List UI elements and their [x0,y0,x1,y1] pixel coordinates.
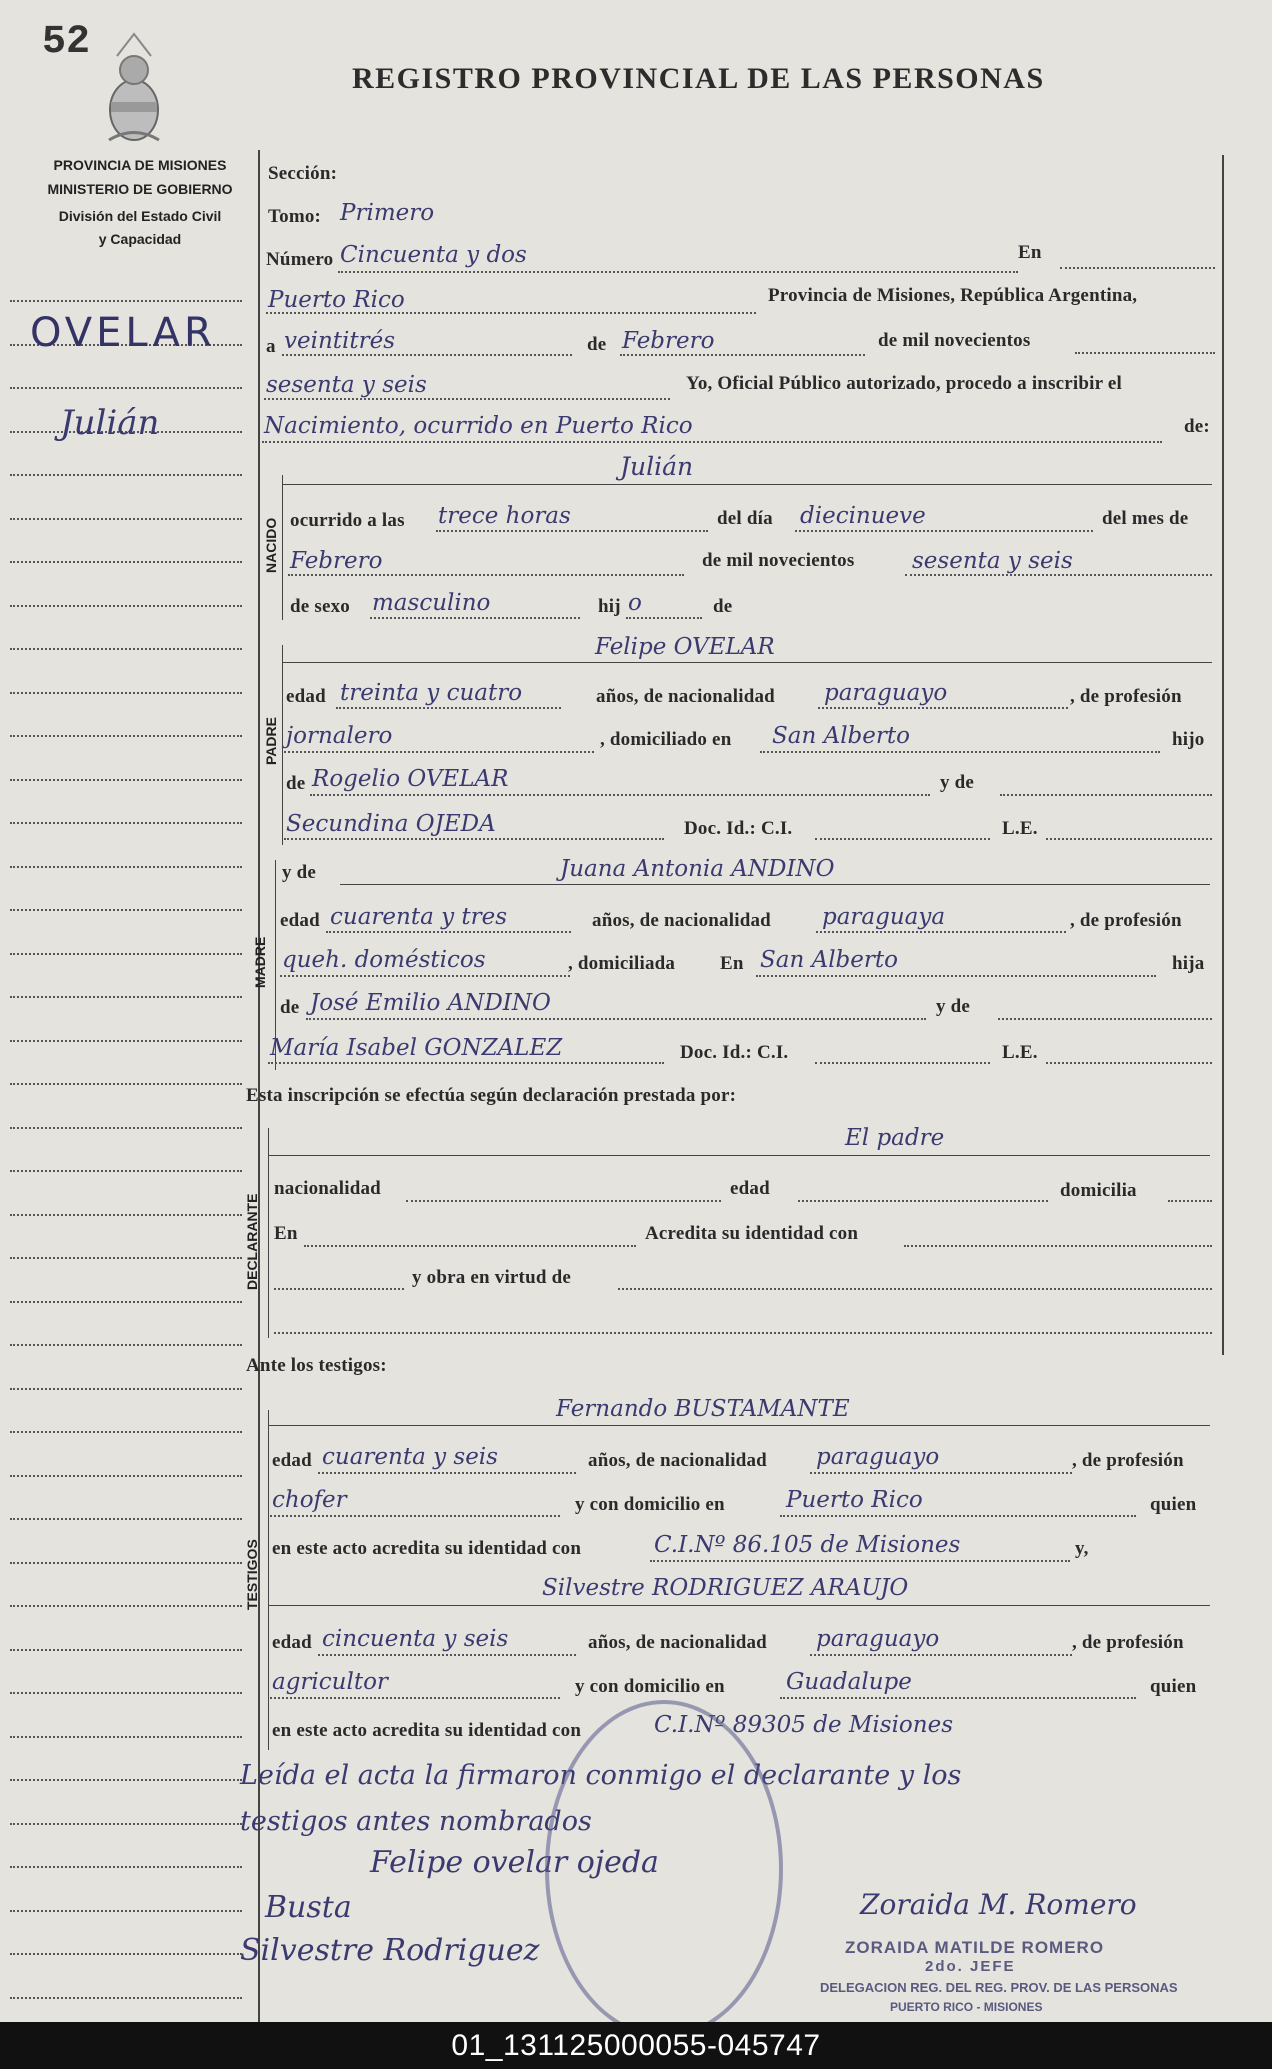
value-madre-dom: San Alberto [760,947,898,973]
margin-ruled-line [10,387,242,389]
value-padre-edad: treinta y cuatro [340,680,523,706]
value-padre-padre: Rogelio OVELAR [312,766,509,792]
value-t1-id: C.I.Nº 86.105 de Misiones [654,1532,961,1558]
margin-ruled-line [10,1475,242,1477]
stamp-title: 2do. JEFE [925,1958,1016,1975]
signature-testigo1: Busta [265,1890,352,1925]
value-t1-prof: chofer [272,1487,347,1513]
value-padre-nac: paraguayo [824,680,948,706]
label-de-sexo: de sexo [290,596,350,617]
margin-ruled-line [10,779,242,781]
page-number: 52 [42,20,91,65]
label-prof-t2: , de profesión [1072,1632,1184,1653]
margin-ruled-line [10,1257,242,1259]
value-t1-edad: cuarenta y seis [322,1444,498,1470]
closing-line-1: Leída el acta la firmaron conmigo el declarante y los [240,1760,962,1791]
label-anos-t2: años, de nacionalidad [588,1632,767,1653]
value-dia-nac: diecinueve [800,503,926,529]
value-lugar: Puerto Rico [268,287,405,313]
value-anio: sesenta y seis [266,372,427,398]
label-y-obra: y obra en virtud de [412,1267,571,1288]
value-hora: trece horas [438,503,571,529]
value-mes: Febrero [622,328,715,354]
margin-ruled-line [10,1301,242,1303]
label-prof-t1: , de profesión [1072,1450,1184,1471]
margin-ruled-line [10,1083,242,1085]
label-edad-t2: edad [272,1632,312,1653]
label-de-mes: de [587,334,607,355]
label-dom-madre: , domiciliada [568,953,676,974]
margin-ruled-line [10,605,242,607]
label-del-mes: del mes de [1102,508,1189,529]
label-acredita-dec: Acredita su identidad con [645,1223,859,1244]
label-en-dec: En [274,1223,298,1244]
value-hij: o [628,590,642,616]
margin-ruled-line [10,953,242,955]
closing-line-2: testigos antes nombrados [240,1806,592,1837]
label-de-mil-novecientos: de mil novecientos [878,330,1031,351]
margin-ruled-line [10,561,242,563]
label-quien-t1: quien [1150,1494,1197,1515]
coat-of-arms-icon [103,30,165,145]
label-quien-t2: quien [1150,1676,1197,1697]
label-a: a [266,336,276,357]
value-t1-dom: Puerto Rico [786,1487,923,1513]
signature-oficial: Zoraida M. Romero [860,1888,1137,1921]
issuer-ministry: MINISTERIO DE GOBIERNO [47,181,233,197]
value-declarante: El padre [845,1125,945,1151]
value-madre-prof: queh. domésticos [282,947,486,973]
value-anio-nac: sesenta y seis [912,548,1073,574]
margin-ruled-line [10,1649,242,1651]
margin-ruled-line [10,909,242,911]
margin-ruled-line [10,1605,242,1607]
side-label-testigos: TESTIGOS [244,1539,260,1610]
document-id-footer: 01_131125000055-045747 [0,2022,1272,2069]
label-edad-madre: edad [280,910,320,931]
label-edad-t1: edad [272,1450,312,1471]
document-title: REGISTRO PROVINCIAL DE LAS PERSONAS [352,62,1045,95]
label-ante-testigos: Ante los testigos: [246,1355,387,1376]
right-frame-line [1222,155,1224,1355]
margin-ruled-line [10,300,242,302]
value-madre-madre: María Isabel GONZALEZ [270,1035,563,1061]
label-de-colon: de: [1184,416,1210,437]
margin-ruled-line [10,1779,242,1781]
label-le-padre: L.E. [1002,818,1038,839]
label-del-dia: del día [717,508,773,529]
value-dia: veintitrés [284,328,396,354]
label-de-mil-nov-nac: de mil novecientos [702,550,855,571]
label-con-dom-t1: y con domicilio en [575,1494,725,1515]
value-madre-edad: cuarenta y tres [330,904,508,930]
value-testigo1: Fernando BUSTAMANTE [556,1396,850,1422]
margin-ruled-line [10,1692,242,1694]
official-round-seal [545,1700,783,2022]
label-dom-padre: , domiciliado en [600,729,732,750]
margin-ruled-line [10,996,242,998]
side-label-padre: PADRE [263,717,279,765]
label-anos-t1: años, de nacionalidad [588,1450,767,1471]
label-seccion: Sección: [268,163,338,184]
label-yo-oficial: Yo, Oficial Público autorizado, procedo a inscribir el [686,373,1122,394]
stamp-location: PUERTO RICO - MISIONES [890,2000,1043,2014]
label-edad-dec: edad [730,1178,770,1199]
margin-ruled-line [10,1518,242,1520]
label-numero: Número [266,249,334,270]
label-y-de-madre: y de [282,862,317,883]
margin-ruled-line [10,1388,242,1390]
label-edad-padre: edad [286,686,326,707]
value-mes-nac: Febrero [290,548,383,574]
margin-surname: OVELAR [30,310,216,356]
label-de-padres: de [713,596,733,617]
margin-ruled-line [10,1431,242,1433]
label-con-dom-t2: y con domicilio en [575,1676,725,1697]
label-en: En [1018,242,1042,263]
margin-given-name: Julián [60,403,160,443]
side-label-nacido: NACIDO [263,517,279,573]
value-padre: Felipe OVELAR [595,634,775,660]
margin-ruled-line [10,1562,242,1564]
label-y-de-padre: y de [940,772,975,793]
label-tomo: Tomo: [268,206,322,227]
margin-ruled-line [10,1953,242,1955]
margin-ruled-line [10,1127,242,1129]
label-acto-t2: en este acto acredita su identidad con [272,1720,582,1741]
label-anos-madre: años, de nacionalidad [592,910,771,931]
label-en-madre: En [720,953,744,974]
margin-ruled-line [10,1910,242,1912]
value-padre-dom: San Alberto [772,723,910,749]
label-hij: hij [598,596,621,617]
label-domicilia-dec: domicilia [1060,1180,1137,1201]
label-nacionalidad-dec: nacionalidad [274,1178,381,1199]
value-madre: Juana Antonia ANDINO [560,856,835,882]
label-esta-inscripcion: Esta inscripción se efectúa según declaración prestada por: [246,1085,737,1106]
side-label-declarante: DECLARANTE [244,1193,260,1290]
value-t2-nac: paraguayo [816,1626,940,1652]
stamp-office: DELEGACION REG. DEL REG. PROV. DE LAS PERSONAS [820,1980,1178,1995]
value-nombre: Julián [620,452,694,481]
label-doc-padre: Doc. Id.: C.I. [684,818,793,839]
value-acto: Nacimiento, ocurrido en Puerto Rico [264,413,693,439]
value-t1-nac: paraguayo [816,1444,940,1470]
label-doc-madre: Doc. Id.: C.I. [680,1042,789,1063]
margin-ruled-line [10,1170,242,1172]
value-t2-dom: Guadalupe [786,1669,912,1695]
label-y-comma: y, [1075,1538,1089,1559]
label-prof-padre: , de profesión [1070,686,1182,707]
signature-padre: Felipe ovelar ojeda [370,1845,659,1880]
value-madre-padre: José Emilio ANDINO [310,990,551,1016]
label-provincia: Provincia de Misiones, República Argentina, [768,285,1138,306]
stamp-name: ZORAIDA MATILDE ROMERO [845,1938,1105,1957]
value-padre-prof: jornalero [286,723,393,749]
value-tomo: Primero [340,200,435,226]
value-testigo2: Silvestre RODRIGUEZ ARAUJO [542,1575,909,1601]
label-le-madre: L.E. [1002,1042,1038,1063]
margin-ruled-line [10,692,242,694]
margin-ruled-line [10,1736,242,1738]
value-madre-nac: paraguaya [822,904,946,930]
margin-ruled-line [10,518,242,520]
label-ocurrido: ocurrido a las [290,510,405,531]
margin-ruled-line [10,648,242,650]
issuer-division: División del Estado Civil [58,208,222,224]
value-padre-madre: Secundina OJEDA [286,811,496,837]
margin-ruled-line [10,1040,242,1042]
margin-ruled-line [10,1214,242,1216]
value-numero: Cincuenta y dos [340,242,527,268]
issuer-capacity: y Capacidad [98,231,182,247]
value-t2-edad: cincuenta y seis [322,1626,509,1652]
value-t2-id: C.I.Nº 89305 de Misiones [654,1712,953,1738]
margin-ruled-line [10,1823,242,1825]
margin-ruled-line [10,1866,242,1868]
margin-ruled-line [10,866,242,868]
label-acto-t1: en este acto acredita su identidad con [272,1538,582,1559]
label-hijo: hijo [1172,729,1205,750]
label-anos-padre: años, de nacionalidad [596,686,775,707]
value-t2-prof: agricultor [272,1669,388,1695]
value-sexo: masculino [372,590,491,616]
label-hija: hija [1172,953,1205,974]
issuer-province: PROVINCIA DE MISIONES [53,157,227,173]
label-de-abuelo-m: de [280,997,300,1018]
label-y-de-madre2: y de [936,996,971,1017]
label-prof-madre: , de profesión [1070,910,1182,931]
margin-ruled-line [10,735,242,737]
side-label-madre: MADRE [252,936,268,988]
margin-ruled-line [10,1997,242,1999]
label-de-abuelo-p: de [286,773,306,794]
signature-testigo2: Silvestre Rodriguez [240,1933,540,1968]
margin-ruled-line [10,474,242,476]
margin-ruled-line [10,822,242,824]
margin-ruled-line [10,1344,242,1346]
